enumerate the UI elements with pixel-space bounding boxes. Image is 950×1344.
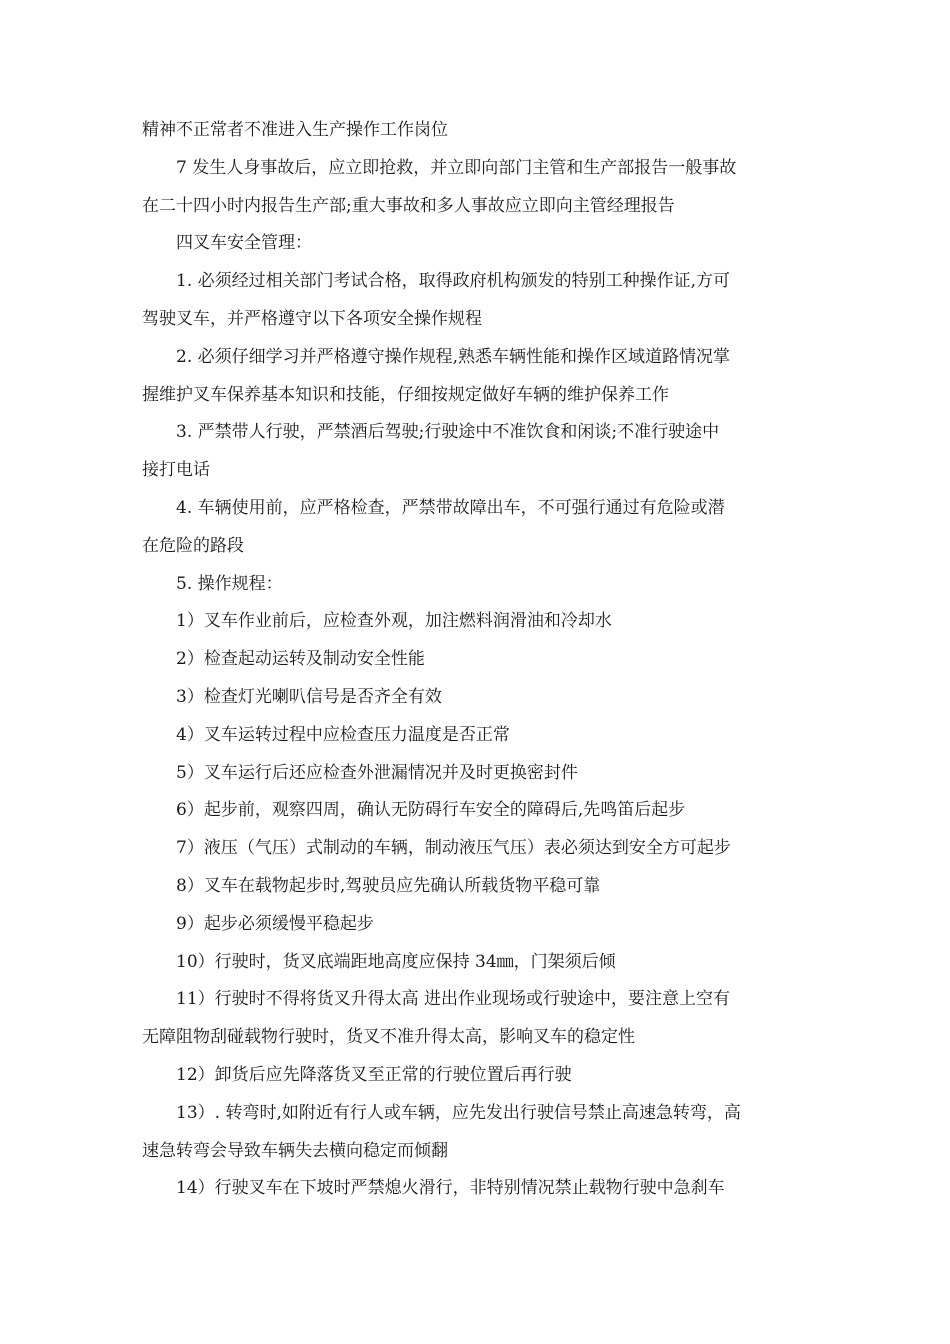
text-line: 6）起步前，观察四周，确认无防碍行车安全的障碍后,先鸣笛后起步 bbox=[176, 800, 686, 821]
paragraph bbox=[142, 679, 822, 717]
text-line: 1. 必须经过相关部门考试合格，取得政府机构颁发的特别工种操作证,方可 bbox=[176, 271, 731, 292]
text-line: 在危险的路段 bbox=[142, 535, 244, 556]
text-line: 四叉车安全管理： bbox=[176, 233, 312, 254]
text-line: 5. 操作规程： bbox=[176, 573, 283, 594]
paragraph bbox=[142, 339, 822, 415]
text-line: 速急转弯会导致车辆失去横向稳定而倾翻 bbox=[142, 1140, 448, 1161]
text-line: 7 发生人身事故后，应立即抢救，并立即向部门主管和生产部报告一般事故 bbox=[176, 157, 737, 178]
paragraph bbox=[142, 944, 822, 982]
text-line: 3. 严禁带人行驶，严禁酒后驾驶;行驶途中不准饮食和闲谈;不准行驶途中 bbox=[176, 422, 720, 443]
document-page bbox=[142, 112, 822, 1208]
paragraph bbox=[142, 225, 822, 263]
text-line: 14）行驶叉车在下坡时严禁熄火滑行，非特别情况禁止载物行驶中急刹车 bbox=[176, 1178, 725, 1199]
paragraph bbox=[142, 981, 822, 1057]
paragraph bbox=[142, 566, 822, 604]
text-line: 4）叉车运转过程中应检查压力温度是否正常 bbox=[176, 724, 510, 745]
paragraph bbox=[142, 906, 822, 944]
text-line: 9）起步必须缓慢平稳起步 bbox=[176, 913, 374, 934]
paragraph bbox=[142, 717, 822, 755]
paragraph bbox=[142, 112, 822, 150]
text-line: 接打电话 bbox=[142, 460, 210, 481]
paragraph bbox=[142, 830, 822, 868]
text-line: 3）检查灯光喇叭信号是否齐全有效 bbox=[176, 686, 442, 707]
text-line: 11）行驶时不得将货叉升得太高 进出作业现场或行驶途中，要注意上空有 bbox=[176, 989, 731, 1010]
text-line: 2. 必须仔细学习并严格遵守操作规程,熟悉车辆性能和操作区域道路情况掌 bbox=[176, 346, 731, 367]
paragraph bbox=[142, 414, 822, 490]
paragraph bbox=[142, 1170, 822, 1208]
text-line: 13）. 转弯时,如附近有行人或车辆，应先发出行驶信号禁止高速急转弯，高 bbox=[176, 1102, 741, 1123]
paragraph bbox=[142, 603, 822, 641]
text-line: 5）叉车运行后还应检查外泄漏情况并及时更换密封件 bbox=[176, 762, 578, 783]
paragraph bbox=[142, 1057, 822, 1095]
text-line: 1）叉车作业前后，应检查外观，加注燃料润滑油和冷却水 bbox=[176, 611, 612, 632]
paragraph bbox=[142, 490, 822, 566]
text-line: 4. 车辆使用前，应严格检查，严禁带故障出车，不可强行通过有危险或潜 bbox=[176, 497, 725, 518]
paragraph bbox=[142, 755, 822, 793]
text-line: 精神不正常者不准进入生产操作工作岗位 bbox=[142, 120, 448, 140]
text-line: 10）行驶时，货叉底端距地高度应保持 34㎜，门架须后倾 bbox=[176, 951, 616, 972]
paragraph bbox=[142, 1095, 822, 1171]
text-line: 握维护叉车保养基本知识和技能，仔细按规定做好车辆的维护保养工作 bbox=[142, 384, 669, 405]
paragraph bbox=[142, 150, 822, 226]
text-line: 驾驶叉车，并严格遵守以下各项安全操作规程 bbox=[142, 308, 482, 329]
paragraph bbox=[142, 641, 822, 679]
text-line: 8）叉车在载物起步时,驾驶员应先确认所载货物平稳可靠 bbox=[176, 875, 601, 896]
paragraph bbox=[142, 792, 822, 830]
paragraph bbox=[142, 263, 822, 339]
text-line: 7）液压（气压）式制动的车辆，制动液压气压）表必须达到安全方可起步 bbox=[176, 838, 731, 859]
paragraph bbox=[142, 868, 822, 906]
text-line: 2）检查起动运转及制动安全性能 bbox=[176, 649, 425, 670]
text-line: 12）卸货后应先降落货叉至正常的行驶位置后再行驶 bbox=[176, 1064, 572, 1085]
text-line: 在二十四小时内报告生产部;重大事故和多人事故应立即向主管经理报告 bbox=[142, 195, 675, 216]
text-line: 无障阻物刮碰载物行驶时，货叉不准升得太高，影响叉车的稳定性 bbox=[142, 1027, 635, 1048]
